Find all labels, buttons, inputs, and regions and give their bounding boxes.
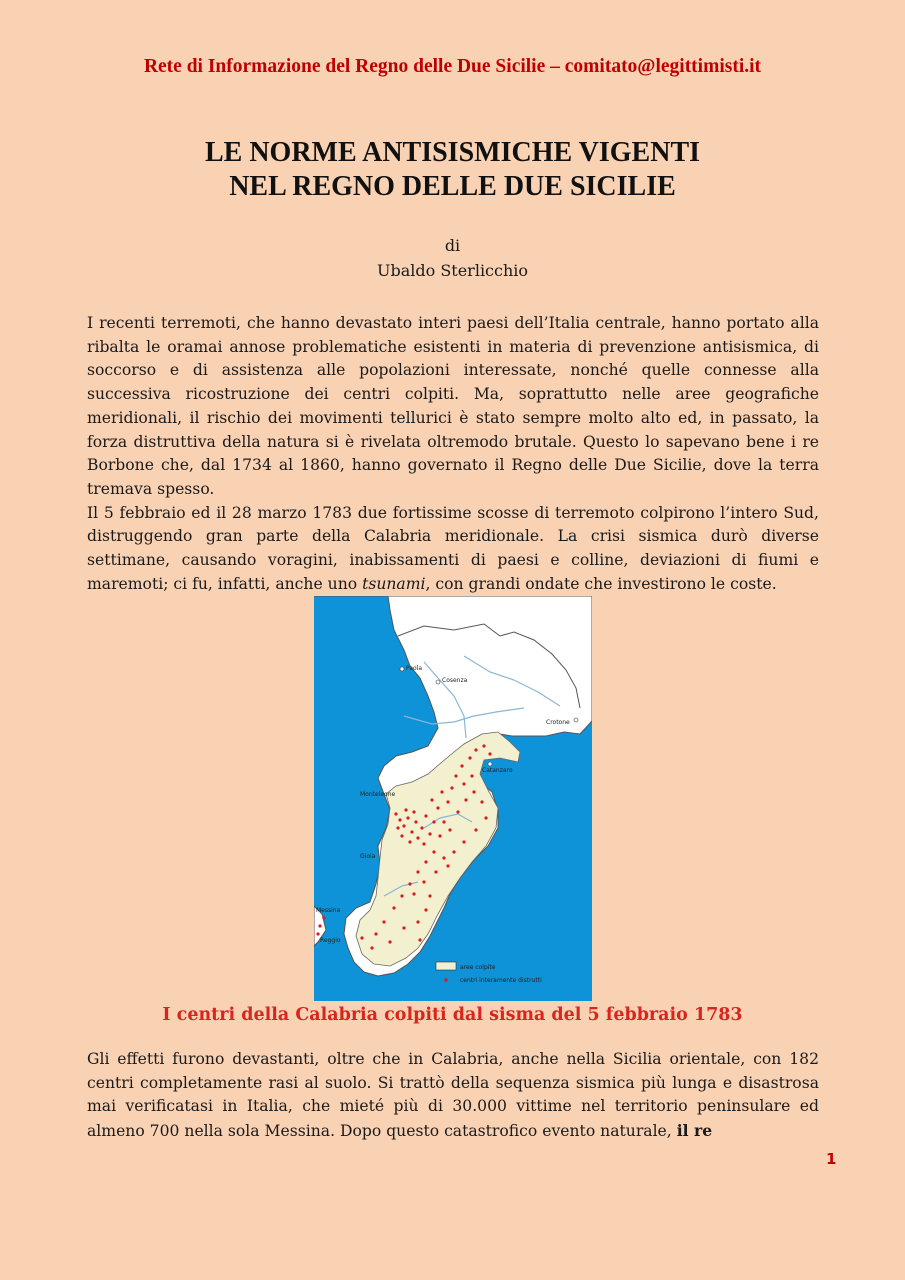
map-label-crotone: Crotone bbox=[546, 719, 570, 726]
map-label-paola: Paola bbox=[406, 665, 423, 672]
legend-area-label: aree colpite bbox=[460, 964, 496, 971]
paragraph-3-bold: il re bbox=[676, 1121, 713, 1141]
byline-di: di bbox=[444, 236, 461, 255]
paragraph-2 bbox=[87, 502, 819, 597]
paragraph-3-text: Gli effetti furono devastanti, oltre che in Calabria, anche nella Sicilia orientale, con 182 centri completamente rasi al suolo. Si trattò della sequenza sismica più lunga e disastrosa mai verificatasi in Italia, che mieté più di 30.000 vittime nel territorio peninsulare ed almeno 700 nella sola Messina. Dopo questo catastrofico evento naturale, bbox=[87, 1050, 819, 1141]
legend-centers-label: centri interamente distrutti bbox=[460, 977, 542, 984]
map-label-monteleone: Monteleone bbox=[360, 791, 396, 798]
page-header: Rete di Informazione del Regno delle Due Sicilie – comitato@legittimisti.it bbox=[143, 56, 762, 77]
map-label-messina: Messina bbox=[316, 907, 341, 914]
paragraph-3 bbox=[87, 1048, 819, 1144]
paragraph-2-text-a: Il 5 febbraio ed il 28 marzo 1783 due fortissime scosse di terremoto colpirono l’intero Sud, distruggendo gran parte della Calabria meridionale. La crisi sismica durò diverse settimane, causando voragini, inabissamenti di paesi e colline, deviazioni di fiumi e maremoti; ci fu, infatti, anche uno bbox=[87, 503, 819, 593]
article-title bbox=[0, 136, 905, 204]
legend-center-dot bbox=[444, 978, 448, 982]
figure-caption: I centri della Calabria colpiti dal sisma del 5 febbraio 1783 bbox=[162, 1005, 743, 1025]
map-label-cosenza: Cosenza bbox=[442, 677, 468, 684]
title-line-2: NEL REGNO DELLE DUE SICILIE bbox=[229, 171, 676, 202]
calabria-earthquake-map bbox=[314, 596, 592, 1001]
author-name: Ubaldo Sterlicchio bbox=[376, 261, 529, 280]
title-line-1: LE NORME ANTISISMICHE VIGENTI bbox=[204, 137, 701, 168]
page-number: 1 bbox=[826, 1150, 837, 1168]
paragraph-2-text-b: , con grandi ondate che investirono le coste. bbox=[425, 574, 777, 593]
paragraph-1: I recenti terremoti, che hanno devastato interi paesi dell’Italia centrale, hanno portato alla ribalta le oramai annose problematiche esistenti in materia di prevenzione antisismica, di soccorso e di assistenza alle popolazioni interessate, nonché quelle connesse alla successiva ricostruzione dei centri colpiti. Ma, soprattutto nelle aree geografiche meridionali, il rischio dei movimenti tellurici è stato sempre molto alto ed, in passato, la forza distruttiva della natura si è rivelata oltremodo brutale. Questo lo sapevano bene i re Borbone che, dal 1734 al 1860, hanno governato il Regno delle Due Sicilie, dove la terra tremava spesso. bbox=[87, 314, 819, 498]
legend-area-swatch bbox=[436, 962, 456, 970]
paragraph-2-italic: tsunami bbox=[362, 574, 426, 593]
map-label-gioia: Gioia bbox=[360, 853, 376, 860]
map-label-reggio: Reggio bbox=[320, 937, 341, 944]
byline bbox=[0, 233, 905, 283]
body-text bbox=[87, 312, 819, 596]
map-label-catanzaro: Catanzaro bbox=[482, 767, 513, 774]
